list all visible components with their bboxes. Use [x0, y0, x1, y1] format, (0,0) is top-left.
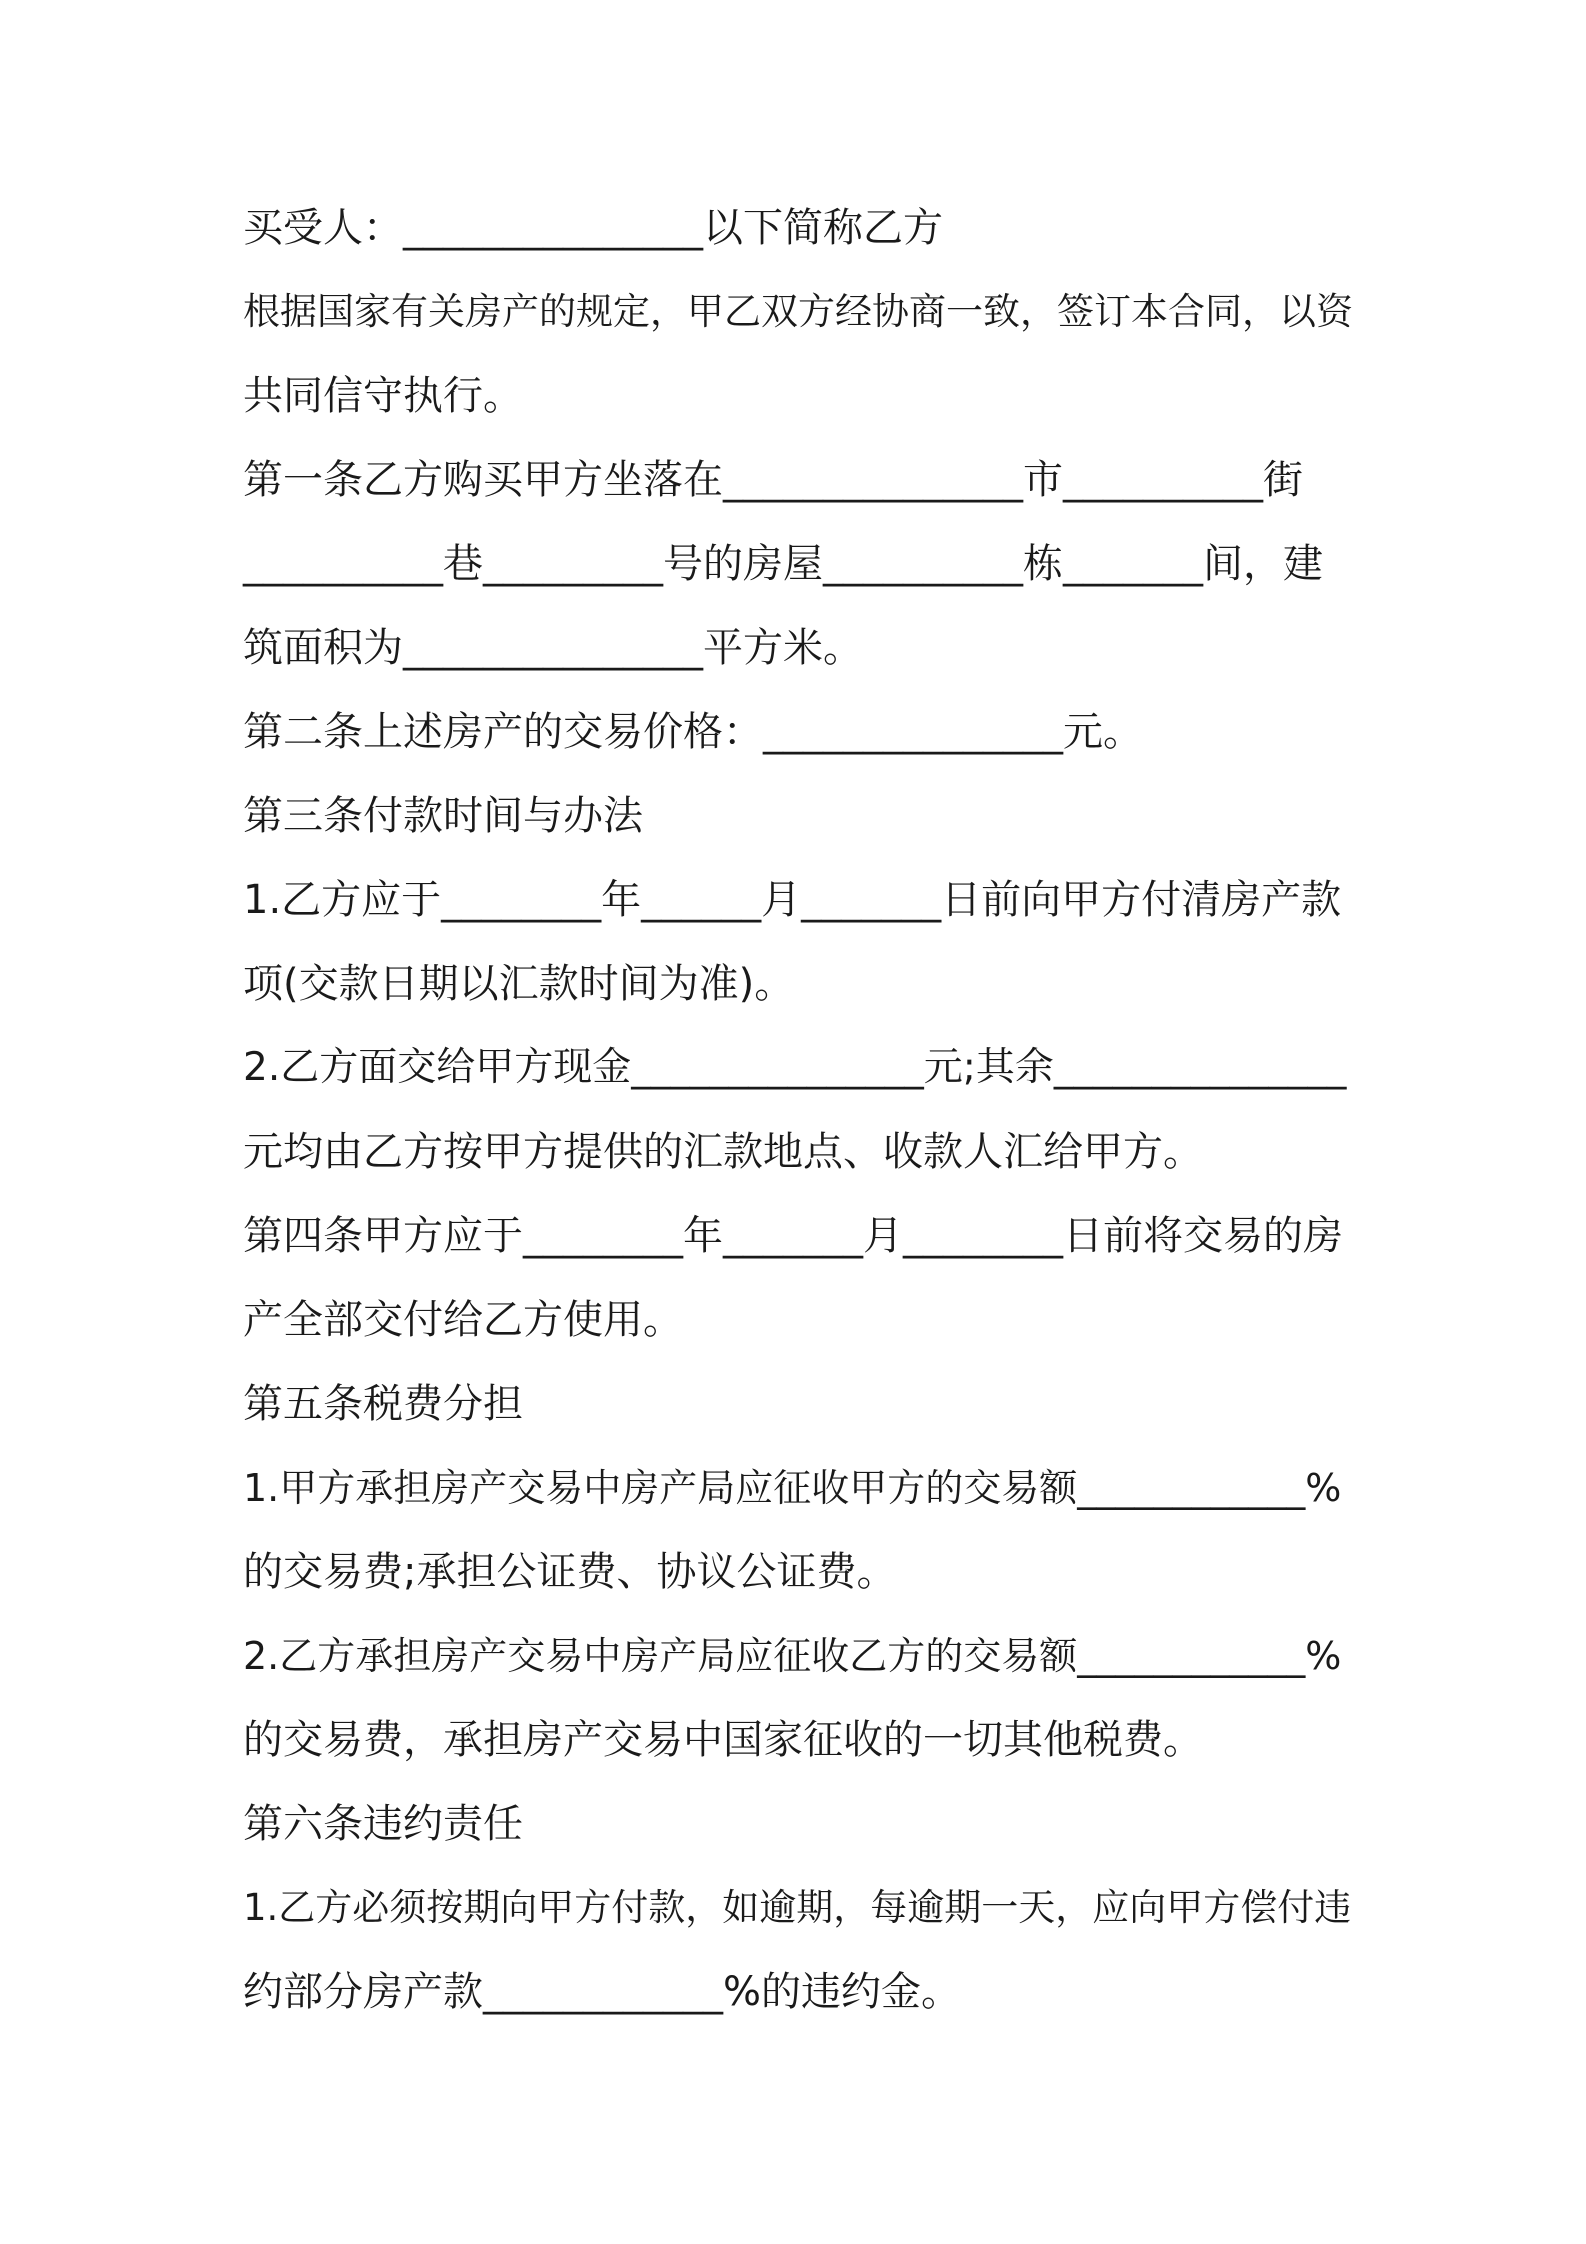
article-3-item-1-line-1: 1.乙方应于________年______月_______日前向甲方付清房产款 [243, 877, 1342, 923]
article-2-line: 第二条上述房产的交易价格：_______________元。 [243, 709, 1143, 755]
article-1-line-1: 第一条乙方购买甲方坐落在_______________市__________街 [243, 457, 1303, 503]
article-3-item-2-line-1: 2.乙方面交给甲方现金_______________元;其余_______________ [243, 1045, 1347, 1090]
article-6-item-1-line-2: 约部分房产款____________%的违约金。 [243, 1969, 962, 2015]
article-3-item-1-line-2: 项(交款日期以汇款时间为准)。 [243, 961, 795, 1007]
article-3-item-2-line-2: 元均由乙方按甲方提供的汇款地点、收款人汇给甲方。 [243, 1129, 1203, 1175]
article-4-line-1: 第四条甲方应于________年_______月________日前将交易的房 [243, 1213, 1343, 1259]
article-5-item-1-line-1: 1.甲方承担房产交易中房产局应征收甲方的交易额____________% [243, 1466, 1342, 1510]
article-6-heading: 第六条违约责任 [243, 1801, 523, 1847]
preamble-line-1: 根据国家有关房产的规定，甲乙双方经协商一致，签订本合同，以资 [243, 290, 1353, 333]
article-6-item-1-line-1: 1.乙方必须按期向甲方付款，如逾期，每逾期一天，应向甲方偿付违 [243, 1886, 1352, 1929]
preamble-line-2: 共同信守执行。 [243, 373, 523, 419]
article-5-item-1-line-2: 的交易费;承担公证费、协议公证费。 [243, 1549, 897, 1595]
article-5-item-2-line-1: 2.乙方承担房产交易中房产局应征收乙方的交易额____________% [243, 1634, 1342, 1678]
article-5-item-2-line-2: 的交易费，承担房产交易中国家征收的一切其他税费。 [243, 1717, 1203, 1763]
buyer-line: 买受人：_______________以下简称乙方 [243, 205, 943, 251]
article-1-line-2: __________巷_________号的房屋__________栋_______间，建 [243, 541, 1323, 587]
article-5-heading: 第五条税费分担 [243, 1381, 523, 1427]
article-1-line-3: 筑面积为_______________平方米。 [243, 625, 863, 671]
article-4-line-2: 产全部交付给乙方使用。 [243, 1297, 683, 1343]
article-3-heading: 第三条付款时间与办法 [243, 793, 643, 839]
